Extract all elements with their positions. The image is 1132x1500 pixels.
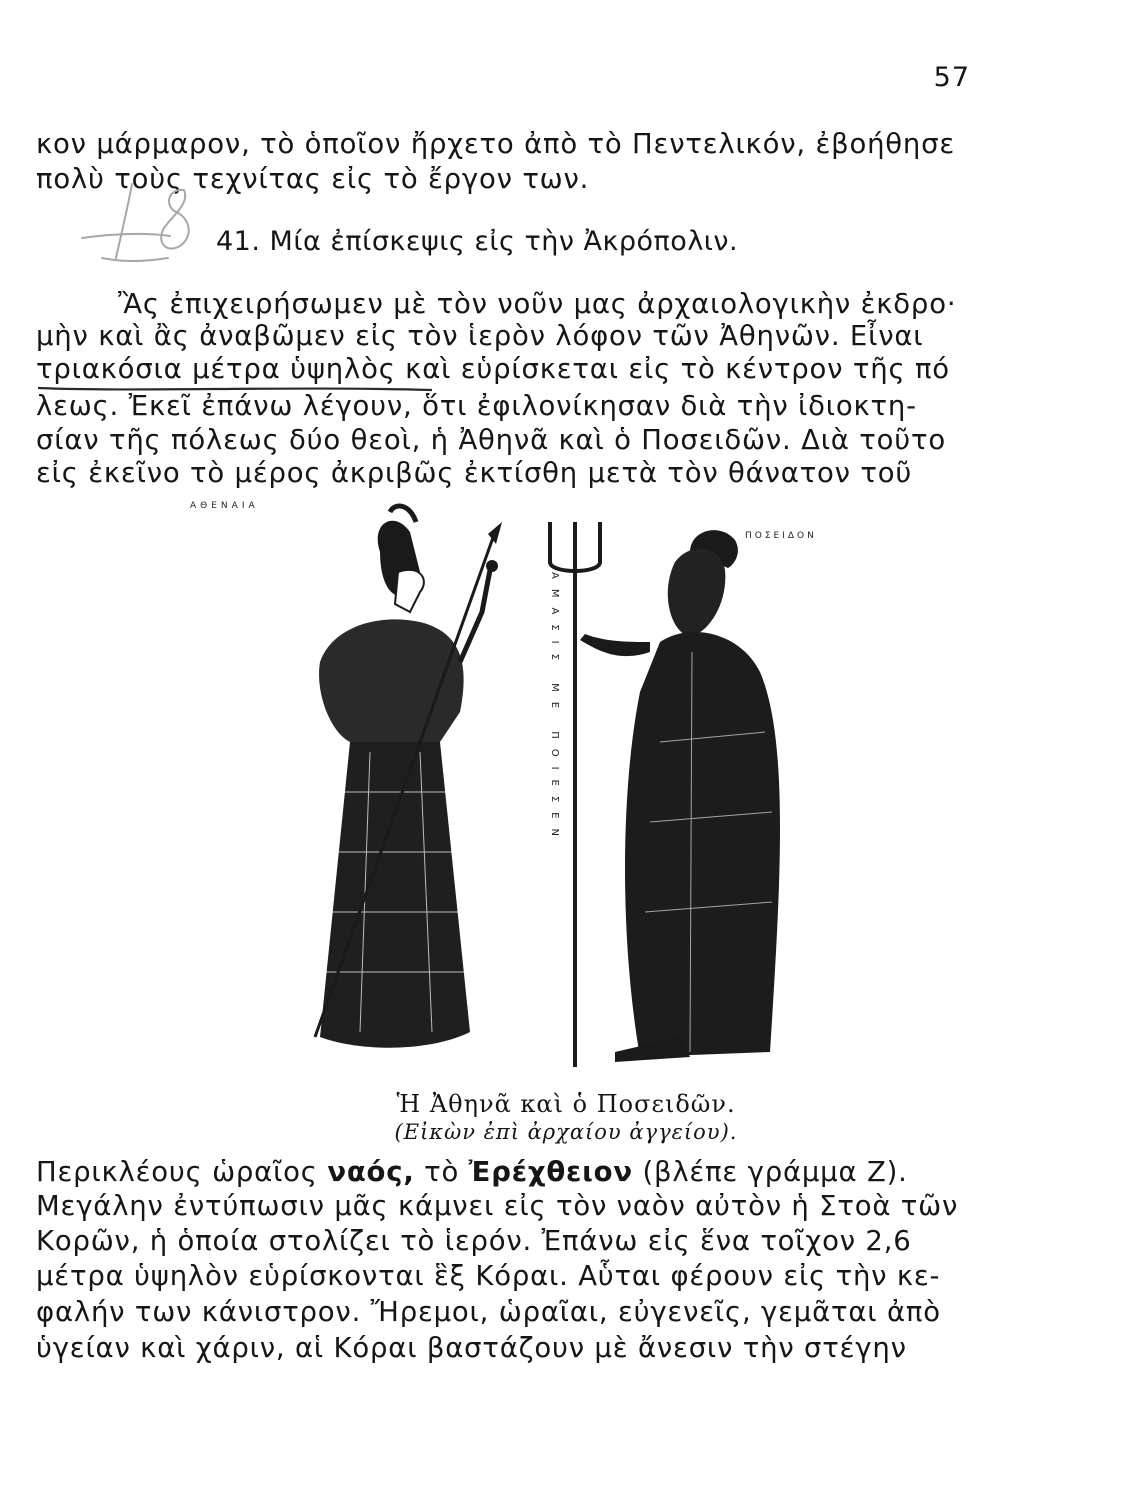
text-line: μέτρα ὑψηλὸν εὑρίσκονται ἓξ Κόραι. Αὗται φέρουν εἰς τὴν κε-: [36, 1260, 941, 1292]
text-line: κον μάρμαρον, τὸ ὁποῖον ἤρχετο ἀπὸ τὸ Πεντελικόν, ἐβοήθησε: [36, 128, 956, 160]
label-athena: ΑΘΕΝΑΙΑ: [190, 501, 259, 511]
label-poseidon: ΠΟΣΕΙΔΟΝ: [745, 531, 817, 541]
figure-caption: Ἡ Ἀθηνᾶ καὶ ὁ Ποσειδῶν.: [396, 1090, 736, 1118]
text-line: μὴν καὶ ἂς ἀναβῶμεν εἰς τὸν ἱερὸν λόφον τῶν Ἀθηνῶν. Εἶναι: [36, 320, 924, 352]
section-heading: 41. Μία ἐπίσκεψις εἰς τὴν Ἀκρόπολιν.: [216, 226, 739, 257]
text-line: λεως. Ἐκεῖ ἐπάνω λέγουν, ὅτι ἐφιλονίκησαν διὰ τὴν ἰδιοκτη-: [36, 390, 917, 422]
text-line: σίαν τῆς πόλεως δύο θεοὶ, ἡ Ἀθηνᾶ καὶ ὁ Ποσειδῶν. Διὰ τοῦτο: [36, 424, 946, 456]
text-fragment: Περικλέους ὡραῖος: [36, 1156, 318, 1188]
text-fragment-bold: ναός,: [327, 1156, 415, 1188]
label-inscription: ΑΜΑΣΙΣ ΜΕ ΠΟΙΕΣΕΝ: [549, 572, 560, 846]
text-line: Μεγάλην ἐντύπωσιν μᾶς κάμνει εἰς τὸν ναὸν αὐτὸν ἡ Στοὰ τῶν: [36, 1190, 959, 1222]
text-fragment-bold: Ἐρέχθειον: [468, 1156, 633, 1188]
pencil-annotation: [72, 176, 222, 268]
vase-illustration: [190, 492, 980, 1082]
text-line: ὑγείαν καὶ χάριν, αἱ Κόραι βαστάζουν μὲ ἄνεσιν τὴν στέγην: [36, 1332, 907, 1364]
margin-note: 18: [194, 259, 205, 268]
text-line: πολὺ τοὺς τεχνίτας εἰς τὸ ἔργον των.: [36, 163, 590, 195]
athena-figure: [315, 506, 502, 1048]
text-line: Κορῶν, ἡ ὁποία στολίζει τὸ ἱερόν. Ἐπάνω εἰς ἕνα τοῖχον 2,6: [36, 1225, 912, 1257]
text-line: φαλήν των κάνιστρον. Ἤρεμοι, ὡραῖαι, εὐγενεῖς, γεμᾶται ἀπὸ: [36, 1296, 941, 1328]
figure-caption-sub: (Εἰκὼν ἐπὶ ἀρχαίου ἀγγείου).: [394, 1120, 738, 1144]
poseidon-figure: [580, 530, 780, 1062]
text-line: [36, 1156, 971, 1188]
text-line: Ἂς ἐπιχειρήσωμεν μὲ τὸν νοῦν μας ἀρχαιολογικὴν ἐκδρο·: [118, 288, 957, 320]
page-number: 57: [933, 62, 970, 93]
text-fragment: (βλέπε γράμμα Ζ).: [642, 1156, 908, 1188]
text-line: τριακόσια μέτρα ὑψηλὸς καὶ εὑρίσκεται εἰς τὸ κέντρον τῆς πό: [36, 353, 950, 385]
text-fragment: τὸ: [424, 1156, 460, 1188]
text-line: εἰς ἐκεῖνο τὸ μέρος ἀκριβῶς ἐκτίσθη μετὰ τὸν θάνατον τοῦ: [36, 457, 913, 489]
